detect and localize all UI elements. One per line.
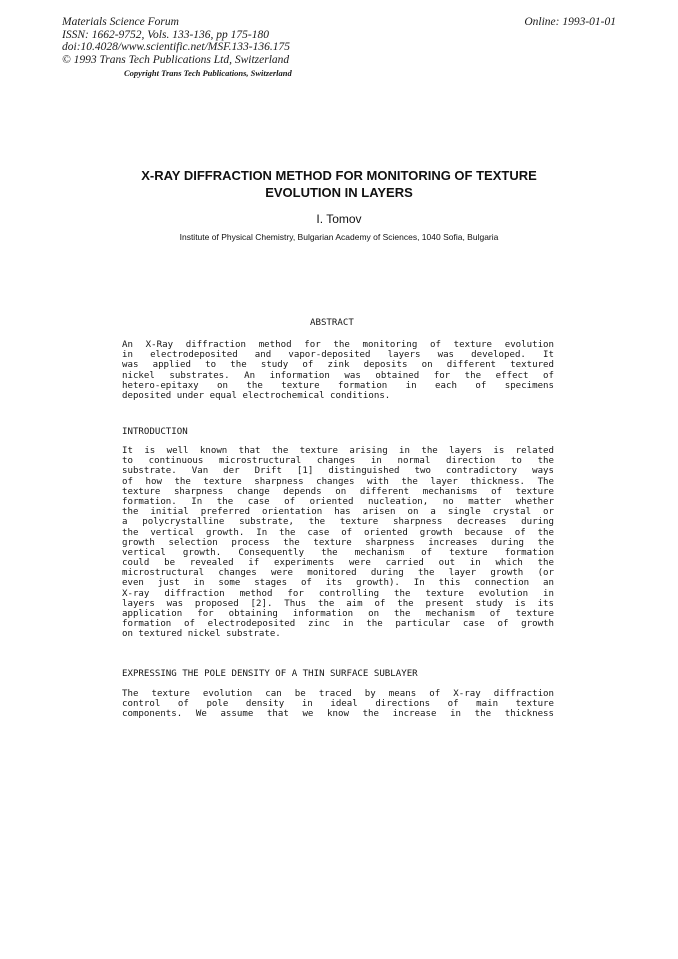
introduction-line: texture sharpness change depends on different mechanisms of texture bbox=[122, 486, 554, 497]
copyright-line: © 1993 Trans Tech Publications Ltd, Switzerland bbox=[62, 53, 290, 66]
abstract-line: was applied to the study of zink deposits on different textured bbox=[122, 360, 554, 371]
abstract-line: hetero-epitaxy on the texture formation in each of specimens bbox=[122, 380, 554, 391]
introduction-line: to continuous microstructural changes in normal direction to the bbox=[122, 456, 554, 467]
pole-density-line: control of pole density in ideal directions of main texture bbox=[122, 699, 554, 710]
introduction-line: substrate. Van der Drift [1] distinguished two contradictory ways bbox=[122, 466, 554, 477]
online-date: Online: 1993-01-01 bbox=[524, 16, 616, 28]
introduction-line: of how the texture sharpness changes with the layer thickness. The bbox=[122, 476, 554, 487]
introduction-line: vertical growth. Consequently the mechanism of texture formation bbox=[122, 547, 554, 558]
introduction-line: X-ray diffraction method for controlling the texture evolution in bbox=[122, 588, 554, 599]
introduction-line: a polycrystalline substrate, the texture sharpness decreases during bbox=[122, 517, 554, 528]
introduction-line: the initial preferred orientation has arisen on a single crystal or bbox=[122, 507, 554, 518]
introduction-heading: INTRODUCTION bbox=[122, 427, 188, 437]
introduction-line: could be revealed if experiments were carried out in which the bbox=[122, 558, 554, 569]
pole-density-heading: EXPRESSING THE POLE DENSITY OF A THIN SURFACE SUBLAYER bbox=[122, 669, 418, 679]
introduction-line: on textured nickel substrate. bbox=[122, 629, 281, 640]
abstract-line: nickel substrates. An information was obtained for the effect of bbox=[122, 370, 554, 381]
abstract-line: deposited under equal electrochemical conditions. bbox=[122, 390, 391, 401]
abstract-body bbox=[122, 340, 554, 401]
paper-title-line-2: EVOLUTION IN LAYERS bbox=[265, 185, 413, 200]
abstract-heading: ABSTRACT bbox=[310, 318, 354, 328]
pole-density-body bbox=[122, 689, 554, 720]
abstract-line: An X-Ray diffraction method for the monitoring of texture evolution bbox=[122, 340, 554, 350]
author-name: I. Tomov bbox=[316, 212, 362, 226]
pole-density-line: components. We assume that we know the increase in the thickness bbox=[122, 709, 554, 720]
introduction-line: microstructural changes were monitored during the layer growth (or bbox=[122, 568, 554, 579]
publisher-copyright: Copyright Trans Tech Publications, Switzerland bbox=[124, 68, 292, 78]
introduction-line: even just in some stages of its growth). In this connection an bbox=[122, 578, 554, 589]
introduction-line: It is well known that the texture arising in the layers is related bbox=[122, 446, 554, 456]
abstract-line: in electrodeposited and vapor-deposited layers was developed. It bbox=[122, 350, 554, 361]
introduction-body bbox=[122, 446, 554, 640]
introduction-line: formation of electrodeposited zinc in the particular case of growth bbox=[122, 619, 554, 630]
paper-title-line-1: X-RAY DIFFRACTION METHOD FOR MONITORING OF TEXTURE bbox=[141, 168, 537, 183]
introduction-line: application for obtaining information on the mechanism of texture bbox=[122, 609, 554, 619]
journal-name: Materials Science Forum bbox=[62, 16, 179, 28]
introduction-line: the vertical growth. In the case of oriented growth because of the bbox=[122, 527, 554, 538]
introduction-line: growth selection process the texture sharpness increases during the bbox=[122, 537, 554, 548]
issn-line: ISSN: 1662-9752, Vols. 133-136, pp 175-180 bbox=[62, 28, 269, 41]
affiliation: Institute of Physical Chemistry, Bulgarian Academy of Sciences, 1040 Sofia, Bulgaria bbox=[179, 232, 499, 242]
pole-density-line: The texture evolution can be traced by means of X-ray diffraction bbox=[122, 689, 554, 699]
doi-line: doi:10.4028/www.scientific.net/MSF.133-136.175 bbox=[62, 41, 290, 53]
introduction-line: formation. In the case of oriented nucleation, no matter whether bbox=[122, 496, 554, 507]
introduction-line: layers was proposed [2]. Thus the aim of the present study is its bbox=[122, 598, 554, 609]
